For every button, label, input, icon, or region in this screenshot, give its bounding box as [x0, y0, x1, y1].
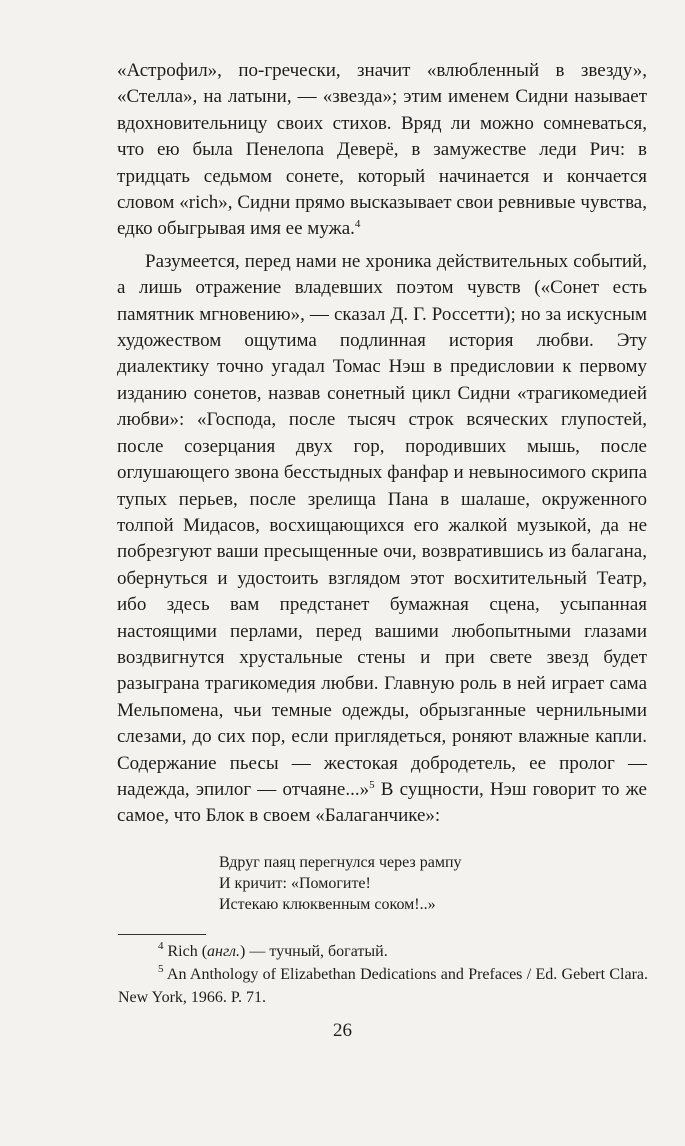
footnote-emphasis: англ.	[207, 943, 240, 960]
footnote-text: ) — тучный, богатый.	[240, 943, 388, 960]
paragraph-2-tail: В сущности, Нэш говорит то же самое, что Блок в своем «Балаганчике»:	[117, 778, 647, 827]
footnote-4	[118, 940, 648, 963]
body-text	[117, 58, 647, 830]
verse-line: Вдруг паяц перегнулся через рампу	[219, 854, 462, 871]
footnote-ref-5: 5	[369, 778, 375, 791]
paragraph-2	[117, 249, 647, 830]
footnote-text: Rich (	[163, 943, 208, 960]
paragraph-2-text: Разумеется, перед нами не хроника действительных событий, а лишь отражение владевших поэтом чувств («Сонет есть памятник мгновению», — сказал Д. Г. Россетти); но за искусным художеством ощутима подлинная история любви. Эту диалектику точно угадал Томас Нэш в предисловии к первому изданию сонетов, назвав сонетный цикл Сидни «трагикомедией любви»: «Господа, после тысяч строк всяческих глупостей, после созерцания двух гор, породивших мышь, после оглушающего звона бесстыдных фанфар и невыносимого скрипа тупых перьев, после зрелища Пана в шалаше, окруженного толпой Мидасов, восхищающихся его жалкой музыкой, да не побрезгуют ваши пресыщенные очи, возвратившись из балагана, обернуться и удостоить взглядом этот восхитительный Театр, ибо здесь вам предстанет бумажная сцена, усыпанная настоящими перлами, перед вашими любопытными глазами воздвигнутся хрустальные стены и при свете звезд будет разыграна трагикомедия любви. Главную роль в ней играет сама Мельпомена, чьи темные одежды, обрызганные чернильными слезами, до сих пор, если приглядеться, роняют влажные капли. Содержание пьесы — жестокая добродетель, ее пролог — надежда, эпилог — отчаяне...»	[117, 250, 647, 800]
verse-quote	[219, 852, 639, 915]
footnote-5	[118, 963, 648, 1009]
paragraph-1-text: «Астрофил», по-гречески, значит «влюбленный в звезду», «Стелла», на латыни, — «звезда»; этим именем Сидни называет вдохновительницу своих стихов. Вряд ли можно сомневаться, что ею была Пенелопа Деверё, в замужестве леди Рич: в тридцать седьмом сонете, который начинается и кончается словом «rich», Сидни прямо высказывает свои ревнивые чувства, едко обыгрывая имя ее мужа.	[117, 60, 647, 240]
verse-line: И кричит: «Помогите!	[219, 875, 371, 892]
footnote-number: 4	[158, 940, 164, 952]
footnote-divider	[118, 934, 206, 935]
verse-line: Истекаю клюквенным соком!..»	[219, 896, 436, 913]
paragraph-1	[117, 58, 647, 243]
footnote-number: 5	[158, 963, 164, 975]
footnote-ref-4: 4	[354, 218, 361, 231]
footnotes	[118, 940, 648, 1009]
footnote-text: An Anthology of Elizabethan Dedications and Prefaces / Ed. Gebert Clara. New York, 1966. P. 71.	[118, 966, 648, 1006]
page-number: 26	[333, 1020, 352, 1041]
